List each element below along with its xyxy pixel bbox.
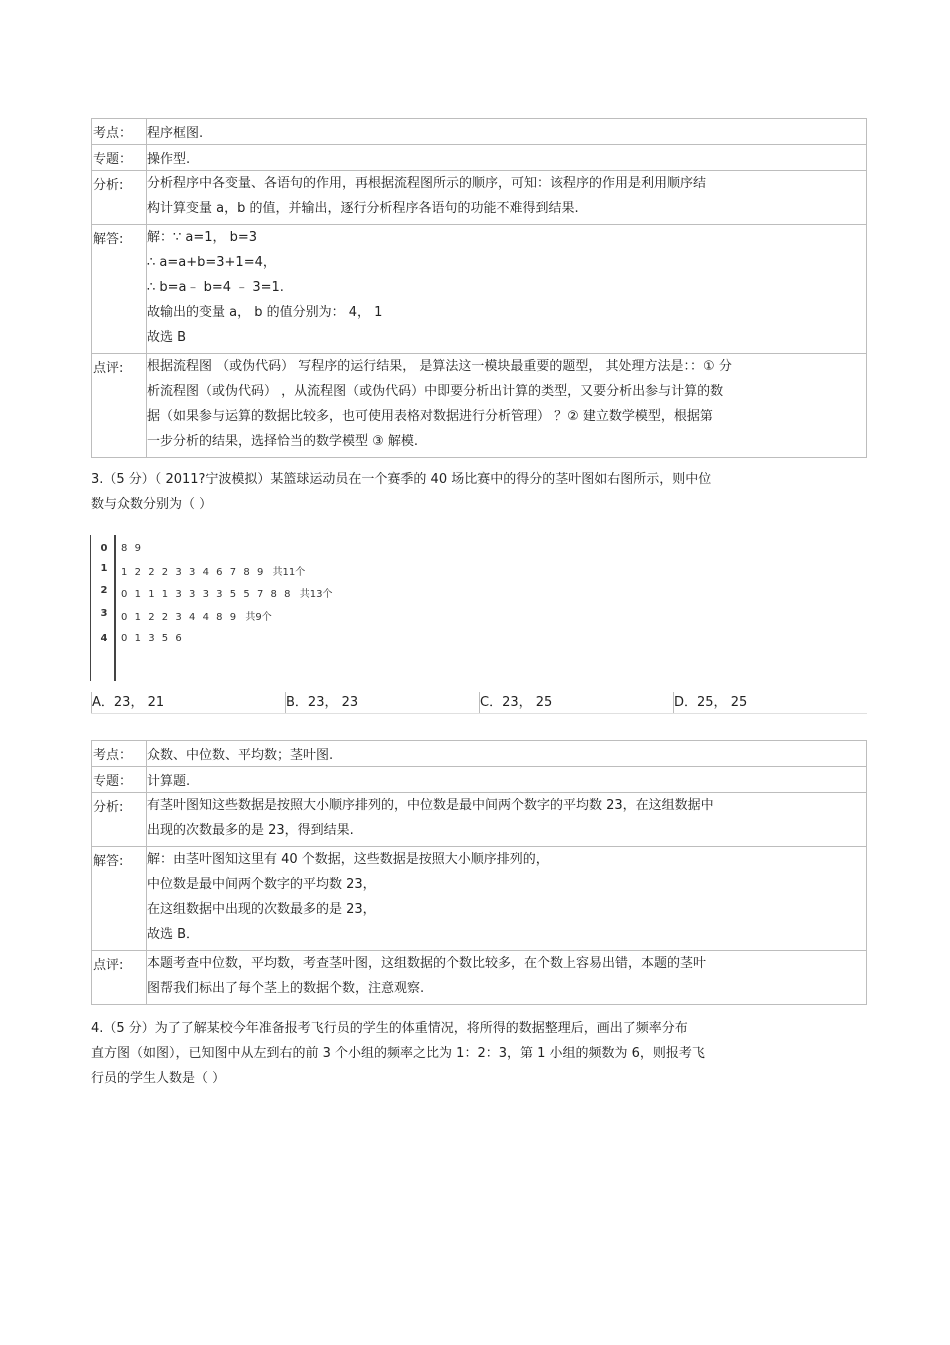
q3-jieda-line: 中位数是最中间两个数字的平均数 23， xyxy=(147,877,376,892)
q4-stem-line: 直方图（如图），已知图中从左到右的前 3 个小组的频率之比为 1：2：3，第 1 小组的频数为 6，则报考飞 xyxy=(91,1046,705,1061)
leaf: 8 xyxy=(243,567,250,578)
q2-fenxi-line: 构计算变量 a，b 的值，并输出，逐行分析程序各语句的功能不难得到结果. xyxy=(147,201,579,216)
q3-jieda-label: 解答: xyxy=(92,847,147,951)
q2-dianping xyxy=(147,354,867,458)
leaf: 9 xyxy=(134,543,141,554)
q2-fenxi-label: 分析: xyxy=(92,171,147,225)
leaf: 2 xyxy=(161,567,169,578)
option-c-value: 23， 25 xyxy=(502,695,553,710)
q3-fenxi-line: 有茎叶图知这些数据是按照大小顺序排列的，中位数是最中间两个数字的平均数 23，在这组数据中 xyxy=(147,798,714,813)
stem-leaf-divider-left xyxy=(90,535,91,681)
leaf: 1 xyxy=(161,589,169,600)
q3-dianping-line: 图帮我们标出了每个茎上的数据个数，注意观察. xyxy=(147,981,425,996)
q3-stem-line: 数与众数分别为（ ） xyxy=(91,497,213,512)
leaf: 9 xyxy=(256,567,264,578)
q2-dianping-line: 根据流程图 （或伪代码） 写程序的运行结果， 是算法这一模块最重要的题型， 其处理方法是：：① 分 xyxy=(147,359,732,374)
leaf: 4 xyxy=(202,612,209,623)
q3-analysis-table xyxy=(91,740,867,1005)
q2-jieda-label: 解答: xyxy=(92,225,147,354)
leaf: 1 xyxy=(134,589,141,600)
q3-kaodian-label: 考点： xyxy=(92,741,147,767)
q2-jieda-line: ∴ a=a+b=3+1=4， xyxy=(147,255,276,270)
leaf: 4 xyxy=(188,612,196,623)
option-d[interactable] xyxy=(673,692,867,714)
leaf: 6 xyxy=(175,633,182,644)
q3-options xyxy=(91,692,867,714)
leaf: 5 xyxy=(229,589,237,600)
q2-jieda xyxy=(147,225,867,354)
q2-fenxi xyxy=(147,171,867,225)
stem-1: 1 xyxy=(100,563,108,574)
q2-kaodian-label: 考点： xyxy=(92,119,147,145)
count-label: 共9个 xyxy=(245,612,272,623)
leaf: 3 xyxy=(175,567,182,578)
leaf: 1 xyxy=(134,633,141,644)
leaf: 8 xyxy=(284,589,291,600)
leaf: 3 xyxy=(188,567,196,578)
q4-stem-line: 行员的学生人数是（ ） xyxy=(91,1071,226,1086)
q2-dianping-line: 据（如果参与运算的数据比较多，也可使用表格对数据进行分析管理） ？② 建立数学模型，根据第 xyxy=(147,409,713,424)
leaf: 2 xyxy=(148,567,155,578)
option-a-label: A． xyxy=(92,695,114,710)
q2-jieda-line: ∴ b=a﹣ b=4 ﹣ 3=1. xyxy=(147,280,284,295)
option-a[interactable] xyxy=(91,692,286,714)
leaves-row-1 xyxy=(121,563,305,578)
q2-jieda-line: 故输出的变量 a， b 的值分别为： 4， 1 xyxy=(147,305,383,320)
q3-fenxi xyxy=(147,793,867,847)
q3-jieda xyxy=(147,847,867,951)
leaves-row-4 xyxy=(121,633,189,644)
leaf: 2 xyxy=(134,567,141,578)
stem-0: 0 xyxy=(100,543,108,554)
count-label: 共13个 xyxy=(299,589,333,600)
leaf: 4 xyxy=(202,567,209,578)
leaf: 2 xyxy=(148,612,155,623)
option-b-value: 23， 23 xyxy=(307,695,359,710)
leaf: 8 xyxy=(216,612,223,623)
leaf: 9 xyxy=(229,612,237,623)
q3-jieda-line: 在这组数据中出现的次数最多的是 23， xyxy=(147,902,376,917)
option-d-value: 25， 25 xyxy=(697,695,748,710)
q3-jieda-line: 解：由茎叶图知这里有 40 个数据，这些数据是按照大小顺序排列的， xyxy=(147,852,549,867)
q3-fenxi-line: 出现的次数最多的是 23，得到结果. xyxy=(147,823,354,838)
leaf: 3 xyxy=(202,589,209,600)
q3-dianping xyxy=(147,951,867,1005)
q3-stem-line: 3.（5 分）（ 2011?宁波模拟）某篮球运动员在一个赛季的 40 场比赛中的得分的茎叶图如右图所示，则中位 xyxy=(91,472,712,487)
q2-jieda-line: 解：∵ a=1， b=3 xyxy=(147,230,258,245)
q2-fenxi-line: 分析程序中各变量、各语句的作用，再根据流程图所示的顺序，可知：该程序的作用是利用顺序结 xyxy=(147,176,707,191)
q2-jieda-line: 故选 B xyxy=(147,330,187,345)
leaf: 5 xyxy=(161,633,169,644)
option-c[interactable] xyxy=(479,692,674,714)
q2-dianping-line: 一步分析的结果，选择恰当的数学模型 ③ 解模. xyxy=(147,434,419,449)
leaf: 7 xyxy=(256,589,264,600)
leaves-row-2 xyxy=(121,585,332,600)
option-d-label: D． xyxy=(674,695,698,710)
q3-stem xyxy=(91,467,711,517)
q3-dianping-label: 点评: xyxy=(92,951,147,1005)
count-label: 共11个 xyxy=(272,567,306,578)
q3-zhuanti-label: 专题： xyxy=(92,767,147,793)
q2-zhuanti-label: 专题： xyxy=(92,145,147,171)
q2-zhuanti: 操作型. xyxy=(147,145,867,171)
leaf: 7 xyxy=(229,567,237,578)
leaf: 0 xyxy=(121,612,128,623)
leaf: 3 xyxy=(175,612,182,623)
q4-stem-line: 4.（5 分）为了了解某校今年准备报考飞行员的学生的体重情况，将所得的数据整理后，画出了频率分布 xyxy=(91,1021,688,1036)
q3-zhuanti: 计算题. xyxy=(147,767,867,793)
leaf: 3 xyxy=(188,589,196,600)
q2-dianping-line: 析流程图（或伪代码） ，从流程图（或伪代码）中即要分析出计算的类型，又要分析出参与计算的数 xyxy=(147,384,724,399)
stem-3: 3 xyxy=(100,608,108,619)
stem-2: 2 xyxy=(100,585,108,596)
leaf: 3 xyxy=(216,589,223,600)
leaf: 0 xyxy=(121,633,128,644)
q3-jieda-line: 故选 B． xyxy=(147,927,200,942)
q2-kaodian: 程序框图. xyxy=(147,119,867,145)
option-b[interactable] xyxy=(285,692,480,714)
leaf: 5 xyxy=(243,589,250,600)
q3-dianping-line: 本题考查中位数，平均数，考查茎叶图，这组数据的个数比较多，在个数上容易出错，本题的茎叶 xyxy=(147,956,707,971)
options-divider xyxy=(91,713,867,714)
leaf: 0 xyxy=(121,589,128,600)
leaf: 3 xyxy=(148,633,155,644)
option-a-value: 23， 21 xyxy=(113,695,165,710)
q2-dianping-label: 点评: xyxy=(92,354,147,458)
leaf: 3 xyxy=(175,589,182,600)
q4-stem xyxy=(91,1016,705,1091)
leaf: 8 xyxy=(121,543,128,554)
leaf: 6 xyxy=(216,567,223,578)
leaf: 1 xyxy=(121,567,128,578)
stem-leaf-divider xyxy=(114,535,116,681)
leaf: 1 xyxy=(148,589,155,600)
option-b-label: B． xyxy=(286,695,308,710)
stem-4: 4 xyxy=(100,633,108,644)
leaves-row-0 xyxy=(121,543,148,554)
stem-leaf-plot xyxy=(90,535,350,681)
leaf: 2 xyxy=(161,612,169,623)
option-c-label: C． xyxy=(480,695,503,710)
q3-kaodian: 众数、中位数、平均数；茎叶图. xyxy=(147,741,867,767)
leaf: 8 xyxy=(270,589,277,600)
leaves-row-3 xyxy=(121,608,272,623)
q3-fenxi-label: 分析: xyxy=(92,793,147,847)
leaf: 1 xyxy=(134,612,141,623)
q2-analysis-table xyxy=(91,118,867,458)
